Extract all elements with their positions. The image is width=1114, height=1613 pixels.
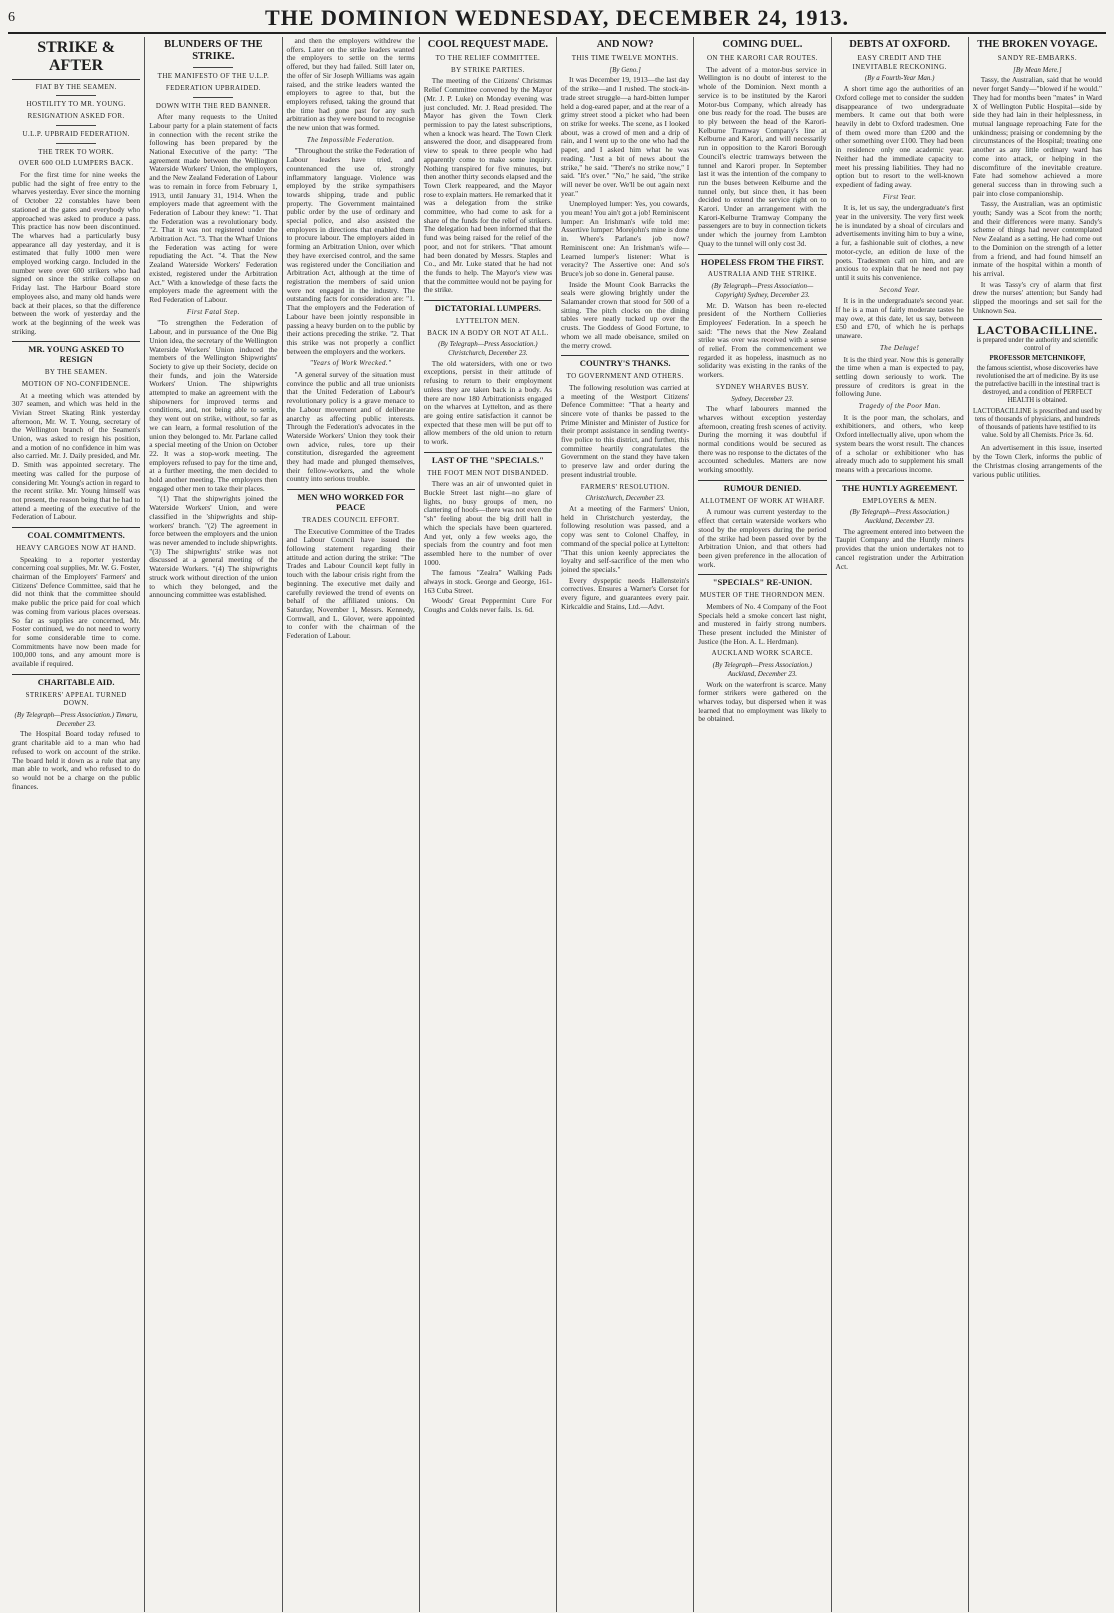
deck: DOWN WITH THE RED BANNER. [155, 101, 271, 110]
headline-last-specials: LAST OF THE "SPECIALS." [431, 454, 544, 465]
article-body: Tassy, the Australian, said that he would never forget Sandy—"blowed if he would." They had for months been "mates" in Ward X of Wellington Public Hospital—side by side they had lain in their helplessness, in mutual language reproaching Fate for the unkindness; praising or condemning by the circumstances of the Hospital; treating one another as any little ordinary ward has come into attack, or helping in the discomfiture of the inevitable creature. Fate had somehow achieved a more general success than in throwing such a pair into close companionship. [972, 75, 1102, 198]
deck: THE TREK TO WORK. [38, 147, 115, 156]
dateline: (By Telegraph—Press Association—Copyright) Sydney, December 23. [711, 282, 814, 299]
subhead: FARMERS' RESOLUTION. [580, 482, 670, 491]
article-body: At a meeting of the Farmers' Union, held in Christchurch yesterday, the following resolution was passed, and a copy was sent to Colonel Chaffey, in command of the special police at Lyttelton: "That this union keenly appreciates the loyalty and self-sacrifice of the men who joined the specials." [561, 503, 690, 574]
article-body: It was Tassy's cry of alarm that first drew the nurses' attention; but Sandy had slipped the moorings and set sail for the Unknown Sea. [972, 279, 1102, 315]
deck: EMPLOYERS & MEN. [862, 496, 937, 505]
byline: (By a Fourth-Year Man.) [864, 74, 935, 83]
deck: HEAVY CARGOES NOW AT HAND. [16, 543, 137, 552]
article-body: The wharf labourers manned the wharves without exception yesterday afternoon, creating fresh scenes of activity. During the morning it was doubtful if normal conditions would be secured as there was no response to the dictates of the accounted schedules. Matters are now working smoothly. [698, 404, 827, 475]
article-body: The agreement entered into between the Taupiri Company and the Huntly miners provides that the union undertakes not to cancel registration under the Arbitration Act. [835, 526, 964, 571]
article-body: The Hospital Board today refused to grant charitable aid to a man who had refused to work on account of the strike. The board held it down as a rule that any man able to work, and who refused to do so would not be a charge on the public finances. [12, 729, 141, 791]
headline-broken-voyage: THE BROKEN VOYAGE. [977, 39, 1098, 50]
column-2 [145, 37, 282, 1612]
headline-blunders: BLUNDERS OF THE STRIKE. [164, 39, 263, 63]
deck: BY THE SEAMEN. [44, 368, 108, 377]
deck: BY STRIKE PARTIES. [451, 65, 525, 74]
ad-text: LACTOBACILLINE is prescribed and used by tens of thousands of physicians, and hundreds of thousands of patients have testified to its value. Sold by all Chemists. Price 3s. 6d. [972, 408, 1102, 440]
ad-text: is prepared under the authority and scientific control of [976, 337, 1099, 353]
deck: TO THE RELIEF COMMITTEE. [435, 54, 541, 63]
ad-text: PROFESSOR METCHNIKOFF, [989, 355, 1086, 363]
article-body: Inside the Mount Cook Barracks the seals were glowing brightly under the Salamander crown that stood for 500 of a sitting. The pitch clocks on the dining tables were neatly tucked up over the crusts. The Goddess of Good Fortune, to whom we all made obeisance, smiled on the merry crowd. [561, 279, 690, 350]
article-body: Mr. D. Watson has been re-elected president of the Northern Collieries Employees' Federation. In a speech he said: "The news that the New Zealand strike was over was received with a sense of relief. From the commencement we regarded it as hopeless, inasmuch as no solidarity was existing in the ranks of the workers. [698, 300, 827, 380]
dateline: (By Telegraph—Press Association.) Timaru, December 23. [14, 711, 138, 728]
dateline: (By Telegraph—Press Association.) Auckland, December 23. [712, 661, 813, 678]
deck: THIS TIME TWELVE MONTHS. [571, 54, 679, 63]
article-body: It is in the undergraduate's second year. If he is a man of fairly moderate tastes he may owe, at this date, let us say, between £50 and £70, of which he is perhaps unaware. [835, 296, 964, 341]
column-4 [420, 37, 557, 1612]
article-body: For the first time for nine weeks the public had the sight of free entry to the wharves yesterday. Ever since the morning of October 22 constables have been stationed at the gates and everybody who approached was asked to produce a pass. This practice has now been discontinued. The wharves had a particularly busy appearance all day yesterday, and it is estimated that fully 1000 men were employed working cargo. Included in the number were over 600 strikers who had signed on since the strike collapse on Friday last. The Harbour Board store employees also, and many old hands were back at their places, so that the difference between the work of yesterday and the work at the beginning of the week was striking. [12, 170, 141, 336]
deck: RESIGNATION ASKED FOR. [27, 112, 125, 121]
article-body: The following resolution was carried at a meeting of the Westport Citizens' Defence Committee: "That a hearty and sincere vote of thanks be passed to the Prime Minister and Minister of Justice for their prompt assistance in sending twenty-five police to this district, and further, this committee heartily congratulates the Government on the stand they have taken to preserve law and order during the present industrial trouble. [561, 382, 690, 479]
ad-heading: LACTOBACILLINE. [977, 323, 1098, 338]
page-number: 6 [8, 10, 15, 25]
deck: ALLOTMENT OF WORK AT WHARF. [699, 496, 825, 505]
subhead: SYDNEY WHARVES BUSY. [715, 382, 809, 391]
headline-strike-after: STRIKE & AFTER [12, 39, 140, 80]
deck: U.L.P. UPBRAID FEDERATION. [22, 129, 130, 138]
column-8 [969, 37, 1106, 1612]
deck: TRADES COUNCIL EFFORT. [302, 515, 400, 524]
article-body: The advent of a motor-bus service in Wellington is no doubt of interest to the whole of the Dominion. Next month a service is to be instituted by the Karori Motor-bus Company, which already has one bus ready for the road. The buses are to ply between the head of the Karori-Kelburne Tramway Company's line at Kelburne and Karori, and will necessarily run in opposition to the Karori Borough Council's electric tramways between the tunnel and Karori proper. In September last it was the intention of the company to run the buses between Kelburne and the tunnel only, but since then, it has been decided to extend the service right on to Karori. Under an arrangement with the Karori-Kelburne Tramway Company the passengers are to buy in connection tickets under which the journey from Lambton Quay to the tunnel will only cost 3d. [698, 64, 827, 248]
article-body: Tassy, the Australian, was an optimistic youth; Sandy was a Scot from the north; and their differences were many. Sandy's scheme of things had never contemplated New Zealand as a setting. He had come out to the Dominion on the strength of a letter from a friend, and had found himself an inmate of the hospital within a month of his arrival. [972, 199, 1102, 278]
deck: ON THE KARORI CAR ROUTES. [706, 54, 818, 63]
subhead: Second Year. [879, 285, 920, 294]
article-body: "To strengthen the Federation of Labour, and in pursuance of the One Big Union idea, the secretary of the Wellington Waterside Workers' Union induced the members of the Wellington Shipwrights' Society to give up their Society, decide on their funds, and join the Waterside Workers' Union. The shipwrights attempted to make an agreement with the shipowners for improved terms and conditions, and, not being able to settle, they went out on strike, without, so far as we can learn, a formal resolution of the union they belonged to. Mr. Parlane called a special meeting of the Union on October 22. It was a stop-work meeting. The employers refused to pay for the time and, at a further meeting, the men decided to hold another meeting. The employers then engaged other men to take their places. [149, 318, 278, 493]
deck: FIAT BY THE SEAMEN. [35, 82, 117, 91]
dateline: Christchurch, December 23. [585, 494, 665, 503]
article-body: It was December 19, 1913—the last day of the strike—and I rushed. The stock-in-trade street struggle—a hard-bitten lumper held a dog-eared paper, and at the rear of a grimy street stood a picket who had been on strike for weeks. The scene, as I looked about, was a crowd of men and a drip of rain, and I went up to the one who had the paper, and I asked him what he was reading. "Just a bit of news about the strike," he said. "There's no strike now," I said. "It's over." "No," he said, "the strike will never be over. We'll be out again next year." [561, 75, 690, 198]
article-body: The old watersiders, with one or two exceptions, persist in their attitude of refusing to return to their employment unless they are taken back in a body. As there are now 180 Arbitrationists engaged on the wharves at Lyttelton, and as there are going entire satisfaction it cannot be expected that these men will be put off to allow members of the old union to return to work. [423, 358, 552, 447]
column-5 [557, 37, 694, 1612]
masthead [8, 4, 1106, 34]
headline-debts-oxford: DEBTS AT OXFORD. [849, 39, 951, 50]
article-body: A short time ago the authorities of an Oxford college met to consider the sudden disappearance of two undergraduate members. It came out that both were heavily in debt to Oxford tradesmen. One of them owed more than £200 and the other something over £100. They had been in residence only one academic year. Neither had the immediate capacity to meet his pressing liabilities. They had no option but to resort to the well-known expedient of fading away. [835, 84, 964, 189]
article-body: "(1) That the shipwrights joined the Waterside Workers' Union, and were classified in the 'shipwrights and ship-workers' branch. "(2) The agreement in force between the employers and the union was never amended to include shipwrights. "(3) The shipwrights' strike was not discussed at a general meeting of the Waterside Workers. "(4) The shipwrights struck work without direction of the union to which they belonged, and the announcing committee was established. [149, 494, 278, 600]
article-body: It is the poor man, the scholars, and exhibitioners, and others, who keep Oxford intellectually alive, upon whom the system bears the worst result. The chances of a scholar or exhibitioner who has already much ado to supplement his small means with a precarious income. [835, 412, 964, 474]
deck: FEDERATION UPBRAIDED. [165, 83, 261, 92]
deck: EASY CREDIT AND THE INEVITABLE RECKONING. [852, 54, 947, 71]
deck: MOTION OF NO-CONFIDENCE. [21, 379, 131, 388]
deck: THE FOOT MEN NOT DISBANDED. [427, 468, 549, 477]
deck: TO GOVERNMENT AND OTHERS. [566, 372, 684, 381]
headline-young-resign: MR. YOUNG ASKED TO RESIGN [28, 344, 125, 365]
article-body: Unemployed lumper: Yes, you cowards, you mean! You ain't got a job! Reminiscent lumper: An Irishman's wife told me: Assertive lumper: Morejohn's mine is done in. Where's Parlane's job now? Reminiscent one: An Irishman's wife—Learned lumper's listener: What is veracity? The Assertive one: And so's Bruce's job so done in. General pause. [561, 199, 690, 278]
article-body: At a meeting which was attended by 307 seamen, and which was held in the Vivian Street Skating Rink yesterday afternoon, Mr. W. T. Young, secretary of the Wellington branch of the Seamen's Union, was asked to resign his position, and a motion of no confidence in him was also carried. Mr. J. Daily presided, and Mr. D. Smith was appointed secretary. The meeting was called for the purpose of considering Mr. Young's action in regard to the recent strike. Mr. Young himself was not present, the reason being that he had to attend a meeting of the executive of the Federation of Labour. [12, 390, 141, 522]
advertisement-line: Every dyspeptic needs Hallenstein's correctives. Ensures a Warner's Corset for every figure, and guarantees every pair. Kirkcaldie and Stains, Ltd.—Advt. [561, 575, 690, 611]
article-body: "Throughout the strike the Federation of Labour leaders have tried, and countenanced the use of, strongly inflammatory language. Violence was employed by the strike sympathisers towards shipping, trade and public property. The Government maintained public order by the use of ordinary and special police, and also assisted the employers in directions that enabled them to procure labour. The employers aided in forming an Arbitration Union, over which they have exercised control, and the same was registered under the Conciliation and Arbitration Act, although at the time of registration the members of said union were not engaged in the industry. The outstanding facts for consideration are: "1. That the employers and the Federation of Labour have been jointly responsible in passing a heavy burden on to the public by their actions preceding the strike. "2. That this strike was not properly a conflict between the employers and the workers. [286, 146, 415, 356]
deck: HOSTILITY TO MR. YOUNG. [26, 100, 126, 109]
columns [8, 37, 1106, 1612]
masthead-title: THE DOMINION WEDNESDAY, DECEMBER 24, 1913. [265, 5, 849, 30]
headline-coal: COAL COMMITMENTS. [27, 530, 125, 541]
deck: AUSTRALIA AND THE STRIKE. [707, 270, 817, 279]
article-body: "A general survey of the situation must convince the public and all true unionists that the United Federation of Labour's revolutionary policy is a grave menace to the Labour movement and of deliberate anarchy as affecting public interests. Through the Federation's advocates in the Waterside Workers' Union they took their own advice, rules, tore up their constitution, disregarded the agreement they had made and plunged themselves, their fellow-workers, and the whole country into serious trouble. [286, 370, 415, 484]
subhead: Tragedy of the Poor Man. [858, 402, 941, 411]
headline-rumour-denied: RUMOUR DENIED. [723, 482, 802, 493]
deck: STRIKERS' APPEAL TURNED DOWN. [25, 690, 127, 708]
headline-specials-reunion: "SPECIALS" RE-UNION. [712, 577, 813, 588]
subhead: First Year. [882, 192, 917, 201]
article-body: Work on the waterfront is scarce. Many former strikers were gathered on the wharves today, but dispersed when it was learned that no employment was likely to be obtained. [698, 679, 827, 724]
article-body: The meeting of the Citizens' Christmas Relief Committee convened by the Mayor (Mr. J. P. Luke) on Monday evening was just concluded. Mr. J. Read presided. The Mayor has given the Town Clerk permission to pay the latest subscriptions, when a knock was heard. The Town Clerk answered the door, and disappeared from view to speak to three people who had apparently come to make some inquiry. Nothing transpired for five minutes, but then another thirty seconds elapsed and the Town Clerk reappeared, and the Mayor rose to explain matters. He remarked that it was a delegation from the strike committee, who had come to ask for a share of the funds for the relief of strikers. The delegation had been informed that the fund was being raised for the relief of the poor, and not for strikers. "That amount had been donated by Messrs. Staples and Co., and Mr. Luke stated that he had not the funds to help. The Mayor's view was that the committee would not be paying for the strike. [423, 76, 552, 295]
article-body: After many requests to the United Labour party for a plain statement of facts in connection with the recent strike the following has been prepared by the National Executive of the party: "The agreement made between the Wellington Waterside Workers' Union, the employers, and the New Zealand Federation of Labour was to remain in force from February 1, 1913, until January 31, 1914. When the employers made that agreement with the Federation of Labour they knew: "1. That the Federation was a revolutionary body. "2. That it was not registered under the Arbitration Act. "3. That the Wharf Unions the Federation was acting for were repudiating the Act. "4. That the New Zealand Waterside Workers' Federation existed, registered under the Arbitration Act." With a knowledge of these facts the employers made the agreement with the Red Federation of Labour. [149, 112, 278, 304]
byline: [By Mean Mere.] [1013, 65, 1062, 74]
deck: MUSTER OF THE THORNDON MEN. [699, 591, 825, 600]
article-body: Members of No. 4 Company of the Foot Specials held a smoke concert last night, and mustered in fairly strong numbers. These present included the Minister of Justice (the Hon. A. L. Herdman). [698, 601, 827, 646]
headline-countrys-thanks: COUNTRY'S THANKS. [579, 358, 671, 369]
headline-and-now: AND NOW? [596, 39, 654, 50]
article-body: The Executive Committee of the Trades and Labour Council have issued the following statement regarding their attitude and action during the strike: "The Trades and Labour Council kept fully in touch with the labour crisis right from the beginning. The executive met daily and carefully reviewed the trend of events on behalf of the affiliated unions. On Saturday, November 1, Messrs. Kennedy, Cornwall, and L. Glover, were appointed to confer with the chairman of the Federation of Labour. [286, 526, 415, 641]
headline-coming-duel: COMING DUEL. [722, 39, 803, 50]
headline-cool-request: COOL REQUEST MADE. [427, 39, 549, 50]
dateline: (By Telegraph—Press Association.) Christchurch, December 23. [438, 340, 538, 358]
deck: LYTTELTON MEN. [455, 316, 520, 325]
deck: THE MANIFESTO OF THE U.L.P. [157, 72, 270, 81]
article-body: An advertisement in this issue, inserted by the Town Clerk, informs the public of the Christmas closing arrangements of the various public utilities. [972, 443, 1102, 479]
headline-hopeless: HOPELESS FROM THE FIRST. [700, 256, 824, 267]
advertisement-line: The famous "Zealra" Walking Pads always in stock. George and George, 161-163 Cuba Street. [423, 568, 552, 595]
advertisement [973, 319, 1102, 440]
article-body: It is, let us say, the undergraduate's first year in the university. The very first week he is inundated by a shoal of circulars and advertisements inviting him to buy a wine, a fur, a fashionable suit of clothes, a new motor-cycle, an edition de luxe of the poets. Tradesmen call on him, and are anxious to explain that he need not pay until it suits his convenience. [835, 203, 964, 282]
article-body: and then the employers withdrew the offers. Later on the strike leaders wanted the employers to settle on the terms offered, but they had failed. Still later on, the offer of Sir Joseph Williams was again raised, and the strike leaders wanted the employers to agree to that, but the employers refused, taking the ground that the time had gone past for any such arbitration as they were bound to recognise the new union that was formed. [286, 37, 415, 133]
column-7 [832, 37, 969, 1612]
deck: SANDY RE-EMBARKS. [997, 54, 1078, 63]
byline: [By Geno.] [609, 65, 641, 74]
column-3 [283, 37, 420, 1612]
subhead: The Deluge! [880, 343, 920, 352]
subhead: First Fatal Step. [186, 307, 240, 316]
deck: OVER 600 OLD LUMPERS BACK. [18, 159, 134, 168]
article-body: It is the third year. Now this is generally the time when a man is expected to pay, settling down seriously to work. The pressure of creditors is great in the following June. [835, 354, 964, 399]
headline-charitable-aid: CHARITABLE AID. [37, 676, 115, 687]
subhead: The Impossible Federation. [306, 135, 395, 144]
subhead: AUCKLAND WORK SCARCE. [711, 649, 814, 658]
column-1 [8, 37, 145, 1612]
advertisement-line: Woods' Great Peppermint Cure For Coughs and Colds never fails. 1s. 6d. [423, 596, 552, 615]
headline-huntly: THE HUNTLY AGREEMENT. [841, 482, 958, 493]
article-body: Speaking to a reporter yesterday concerning coal supplies, Mr. W. G. Foster, chairman of the Employers' Farmers' and Citizens' Defence Committee, said that he did not think that the committee should make public the price paid for coal which was coming from various places overseas. So far as supplies are concerned, Mr. Foster continued, we do not need to worry for some considerable time to come. Commitments have now been made for 100,000 tons, and any amount more is available if required. [12, 554, 141, 669]
dateline: (By Telegraph—Press Association.) Auckland, December 23. [849, 508, 950, 525]
deck: BACK IN A BODY OR NOT AT ALL. [427, 328, 549, 337]
column-6 [694, 37, 831, 1612]
article-body: A rumour was current yesterday to the effect that certain waterside workers who stood by the employers during the period of the strike had been passed over by the Arbitration Union, and that others had been given preference in the allocation of work. [698, 507, 827, 569]
dateline: Sydney, December 23. [731, 394, 794, 403]
headline-men-peace: MEN WHO WORKED FOR PEACE [297, 492, 404, 513]
headline-dictatorial-lumpers: DICTATORIAL LUMPERS. [434, 303, 541, 314]
ad-text: the famous scientist, whose discoveries have revolutionised the art of medicine. By its use the putrefactive bacilli in the intestinal tract is destroyed, and a condition of PERFECT HEALTH is obtained. [974, 365, 1100, 405]
subhead: "Years of Work Wrecked." [309, 359, 392, 368]
article-body: There was an air of unwonted quiet in Buckle Street last night—no glare of lights, no busy groups of men, no clattering of hoofs—there was not even the "sh" feeling about the big drill hall in which the specials have been quartered. And yet, only a few weeks ago, the specials from the country and foot men assembled here to the number of over 1000. [423, 479, 552, 567]
